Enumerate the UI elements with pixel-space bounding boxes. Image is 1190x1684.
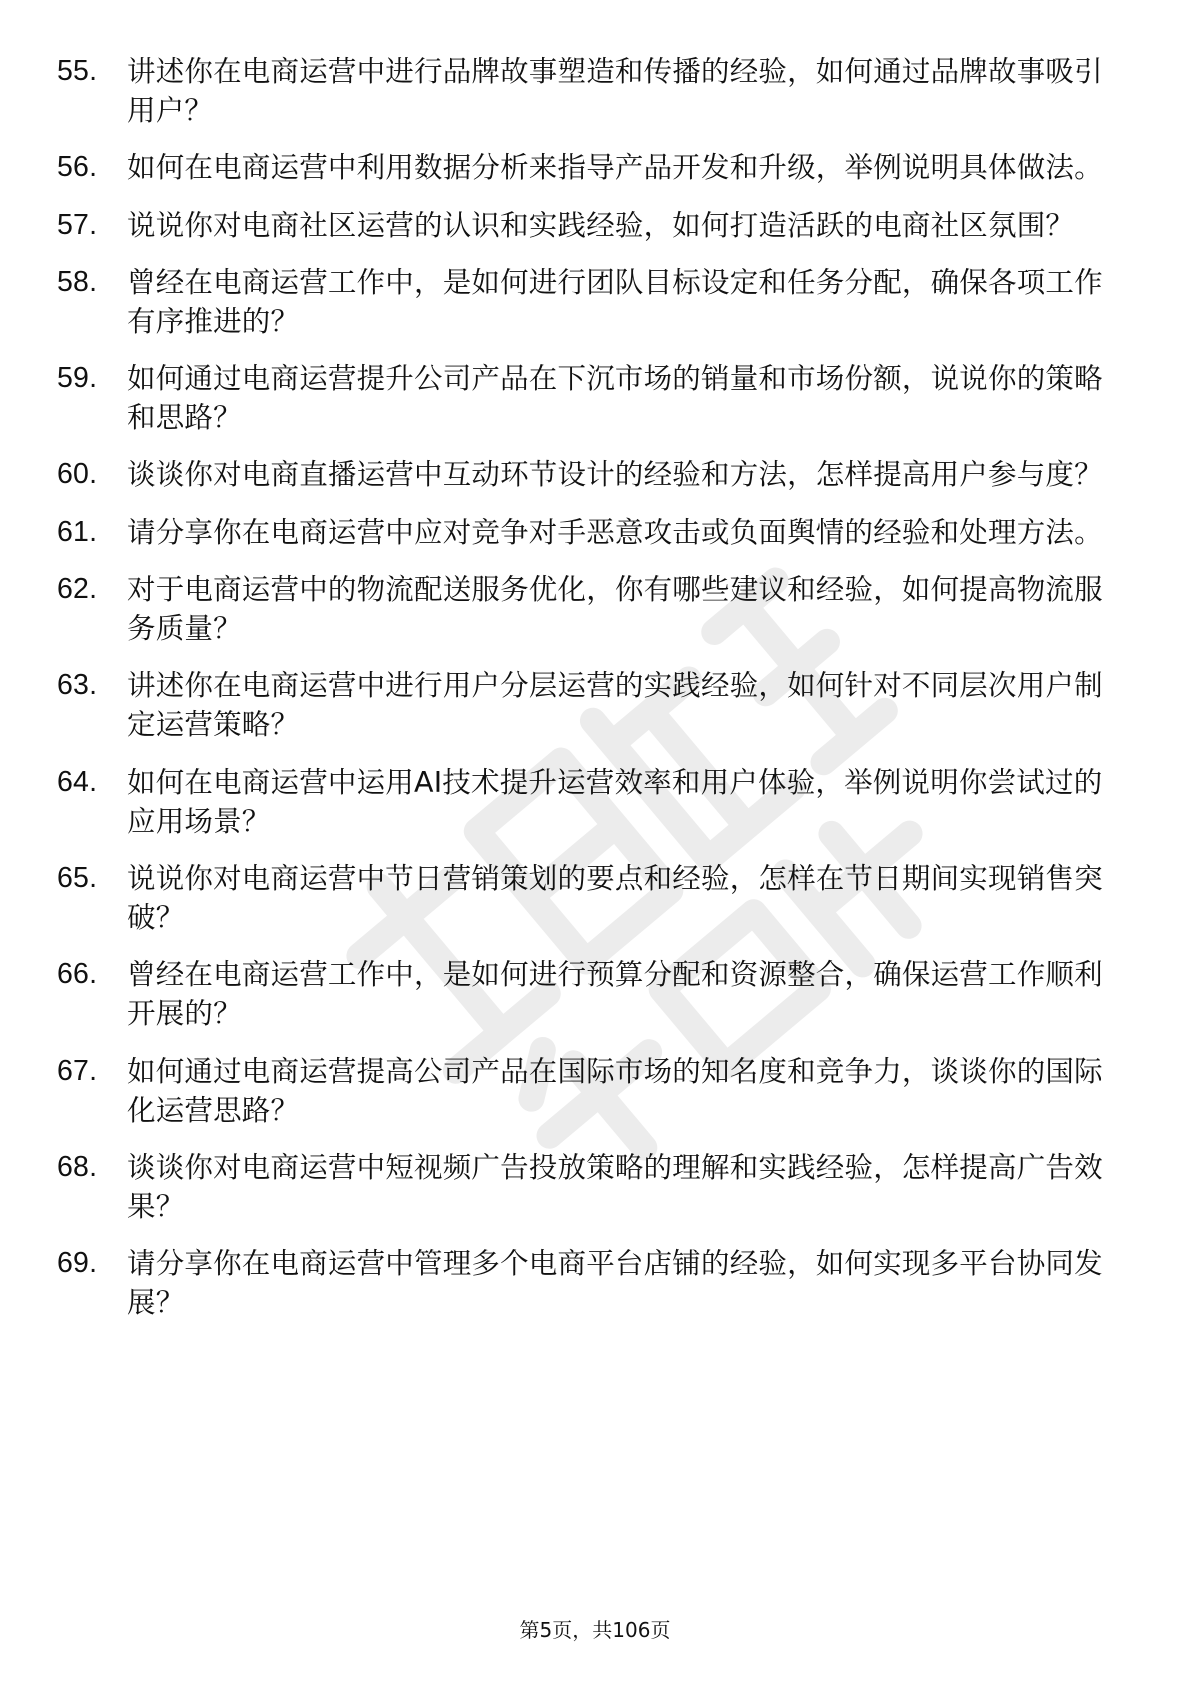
question-item — [57, 263, 1117, 341]
question-number: 62. — [57, 573, 98, 606]
question-number: 60. — [57, 458, 98, 491]
question-text: 讲述你在电商运营中进行用户分层运营的实践经验，如何针对不同层次用户制定运营策略？ — [127, 669, 1103, 742]
question-number: 57. — [57, 208, 98, 241]
question-number: 61. — [57, 515, 98, 548]
question-item — [57, 359, 1117, 437]
question-item — [57, 859, 1117, 937]
question-text: 如何通过电商运营提高公司产品在国际市场的知名度和竞争力，谈谈你的国际化运营思路？ — [127, 1054, 1103, 1127]
question-number: 56. — [57, 151, 98, 184]
page-footer: 第5页，共106页 — [519, 1618, 671, 1642]
question-number: 63. — [57, 669, 98, 702]
question-item — [57, 1052, 1117, 1130]
question-text: 对于电商运营中的物流配送服务优化，你有哪些建议和经验，如何提高物流服务质量？ — [127, 573, 1103, 646]
question-number: 67. — [57, 1054, 98, 1087]
question-item — [57, 148, 1117, 187]
question-text: 请分享你在电商运营中管理多个电商平台店铺的经验，如何实现多平台协同发展？ — [127, 1247, 1103, 1320]
question-number: 59. — [57, 362, 98, 395]
question-text: 讲述你在电商运营中进行品牌故事塑造和传播的经验，如何通过品牌故事吸引用户？ — [127, 55, 1103, 127]
question-item — [57, 763, 1117, 841]
question-item — [57, 52, 1117, 130]
question-item — [57, 206, 1117, 245]
question-text: 曾经在电商运营工作中，是如何进行团队目标设定和任务分配，确保各项工作有序推进的？ — [127, 265, 1103, 338]
question-text: 请分享你在电商运营中应对竞争对手恶意攻击或负面舆情的经验和处理方法。 — [127, 515, 1103, 549]
question-text: 如何在电商运营中利用数据分析来指导产品开发和升级，举例说明具体做法。 — [127, 151, 1103, 185]
question-item — [57, 455, 1117, 494]
question-text: 说说你对电商运营中节日营销策划的要点和经验，怎样在节日期间实现销售突破？ — [127, 861, 1103, 934]
question-list — [57, 52, 1117, 1340]
question-item — [57, 570, 1117, 648]
question-item — [57, 1148, 1117, 1226]
question-number: 65. — [57, 861, 98, 894]
question-number: 64. — [57, 765, 98, 798]
question-item — [57, 666, 1117, 744]
question-text: 曾经在电商运营工作中，是如何进行预算分配和资源整合，确保运营工作顺利开展的？ — [127, 958, 1103, 1031]
question-text: 如何在电商运营中运用AI技术提升运营效率和用户体验，举例说明你尝试过的应用场景？ — [127, 765, 1103, 838]
question-number: 55. — [57, 55, 98, 87]
question-number: 68. — [57, 1150, 98, 1183]
question-text: 说说你对电商社区运营的认识和实践经验，如何打造活跃的电商社区氛围？ — [127, 208, 1075, 242]
question-number: 69. — [57, 1247, 98, 1280]
question-text: 谈谈你对电商直播运营中互动环节设计的经验和方法，怎样提高用户参与度？ — [127, 458, 1103, 492]
question-item — [57, 1244, 1117, 1322]
question-number: 66. — [57, 958, 98, 991]
question-item — [57, 513, 1117, 552]
question-text: 如何通过电商运营提升公司产品在下沉市场的销量和市场份额，说说你的策略和思路？ — [127, 362, 1103, 435]
question-number: 58. — [57, 265, 98, 298]
question-text: 谈谈你对电商运营中短视频广告投放策略的理解和实践经验，怎样提高广告效果？ — [127, 1150, 1103, 1223]
question-item — [57, 955, 1117, 1033]
